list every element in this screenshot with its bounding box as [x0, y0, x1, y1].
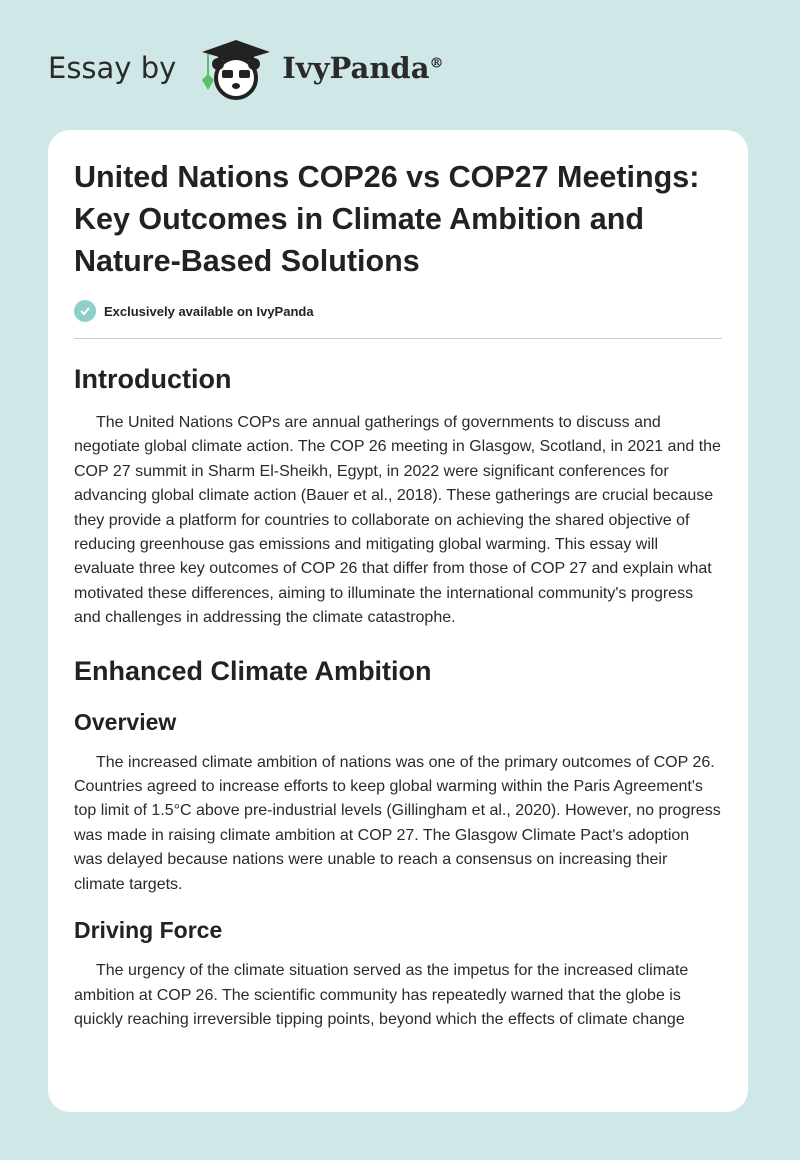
registered-mark: ® [429, 55, 444, 72]
badge-text: Exclusively available on IvyPanda [104, 303, 314, 319]
brand-text: IvyPanda [282, 51, 430, 85]
divider [74, 338, 722, 339]
site-header [48, 36, 444, 100]
panda-logo-icon[interactable] [194, 36, 274, 100]
essay-by-label: Essay by [48, 51, 177, 85]
intro-paragraph: The United Nations COPs are annual gatherings of governments to discuss and negotiate global climate action. The COP 26 meeting in Glasgow, Scotland, in 2021 and the COP 27 summit in Sharm El-Sheikh, Egypt, in 2022 were significant conferences for advancing global climate action (Bauer et al., 2018). These gatherings are crucial because they provide a platform for countries to collaborate on achieving the shared objective of reducing greenhouse gas emissions and mitigating global warming. This essay will evaluate three key outcomes of COP 26 that differ from those of COP 27 and explain what motivated these differences, aiming to illuminate the international community's progress and challenges in addressing the climate catastrophe. [74, 414, 721, 627]
heading-overview: Overview [74, 708, 177, 735]
heading-enhanced-climate-ambition: Enhanced Climate Ambition [74, 655, 432, 686]
driving-force-paragraph: The urgency of the climate situation served as the impetus for the increased climate ambition at COP 26. The scientific community has repeatedly warned that the globe is quickly reaching irreversible tipping points, beyond which the effects of climate change [74, 962, 689, 1028]
page-title: United Nations COP26 vs COP27 Meetings: Key Outcomes in Climate Ambition and Nature-Based Solutions [74, 160, 700, 278]
essay-card [48, 130, 748, 1112]
overview-paragraph: The increased climate ambition of nations was one of the primary outcomes of COP 26. Countries agreed to increase efforts to keep global warming within the Paris Agreement's top limit of 1.5°C above pre-industrial levels (Gillingham et al., 2020). However, no progress was made in raising climate ambition at COP 27. The Glasgow Climate Pact's adoption was delayed because nations were unable to reach a consensus on increasing their climate targets. [74, 753, 721, 893]
brand-name[interactable] [282, 51, 443, 85]
heading-driving-force: Driving Force [74, 917, 223, 944]
check-icon [74, 300, 96, 322]
exclusive-badge [74, 300, 722, 322]
heading-introduction: Introduction [74, 364, 232, 394]
